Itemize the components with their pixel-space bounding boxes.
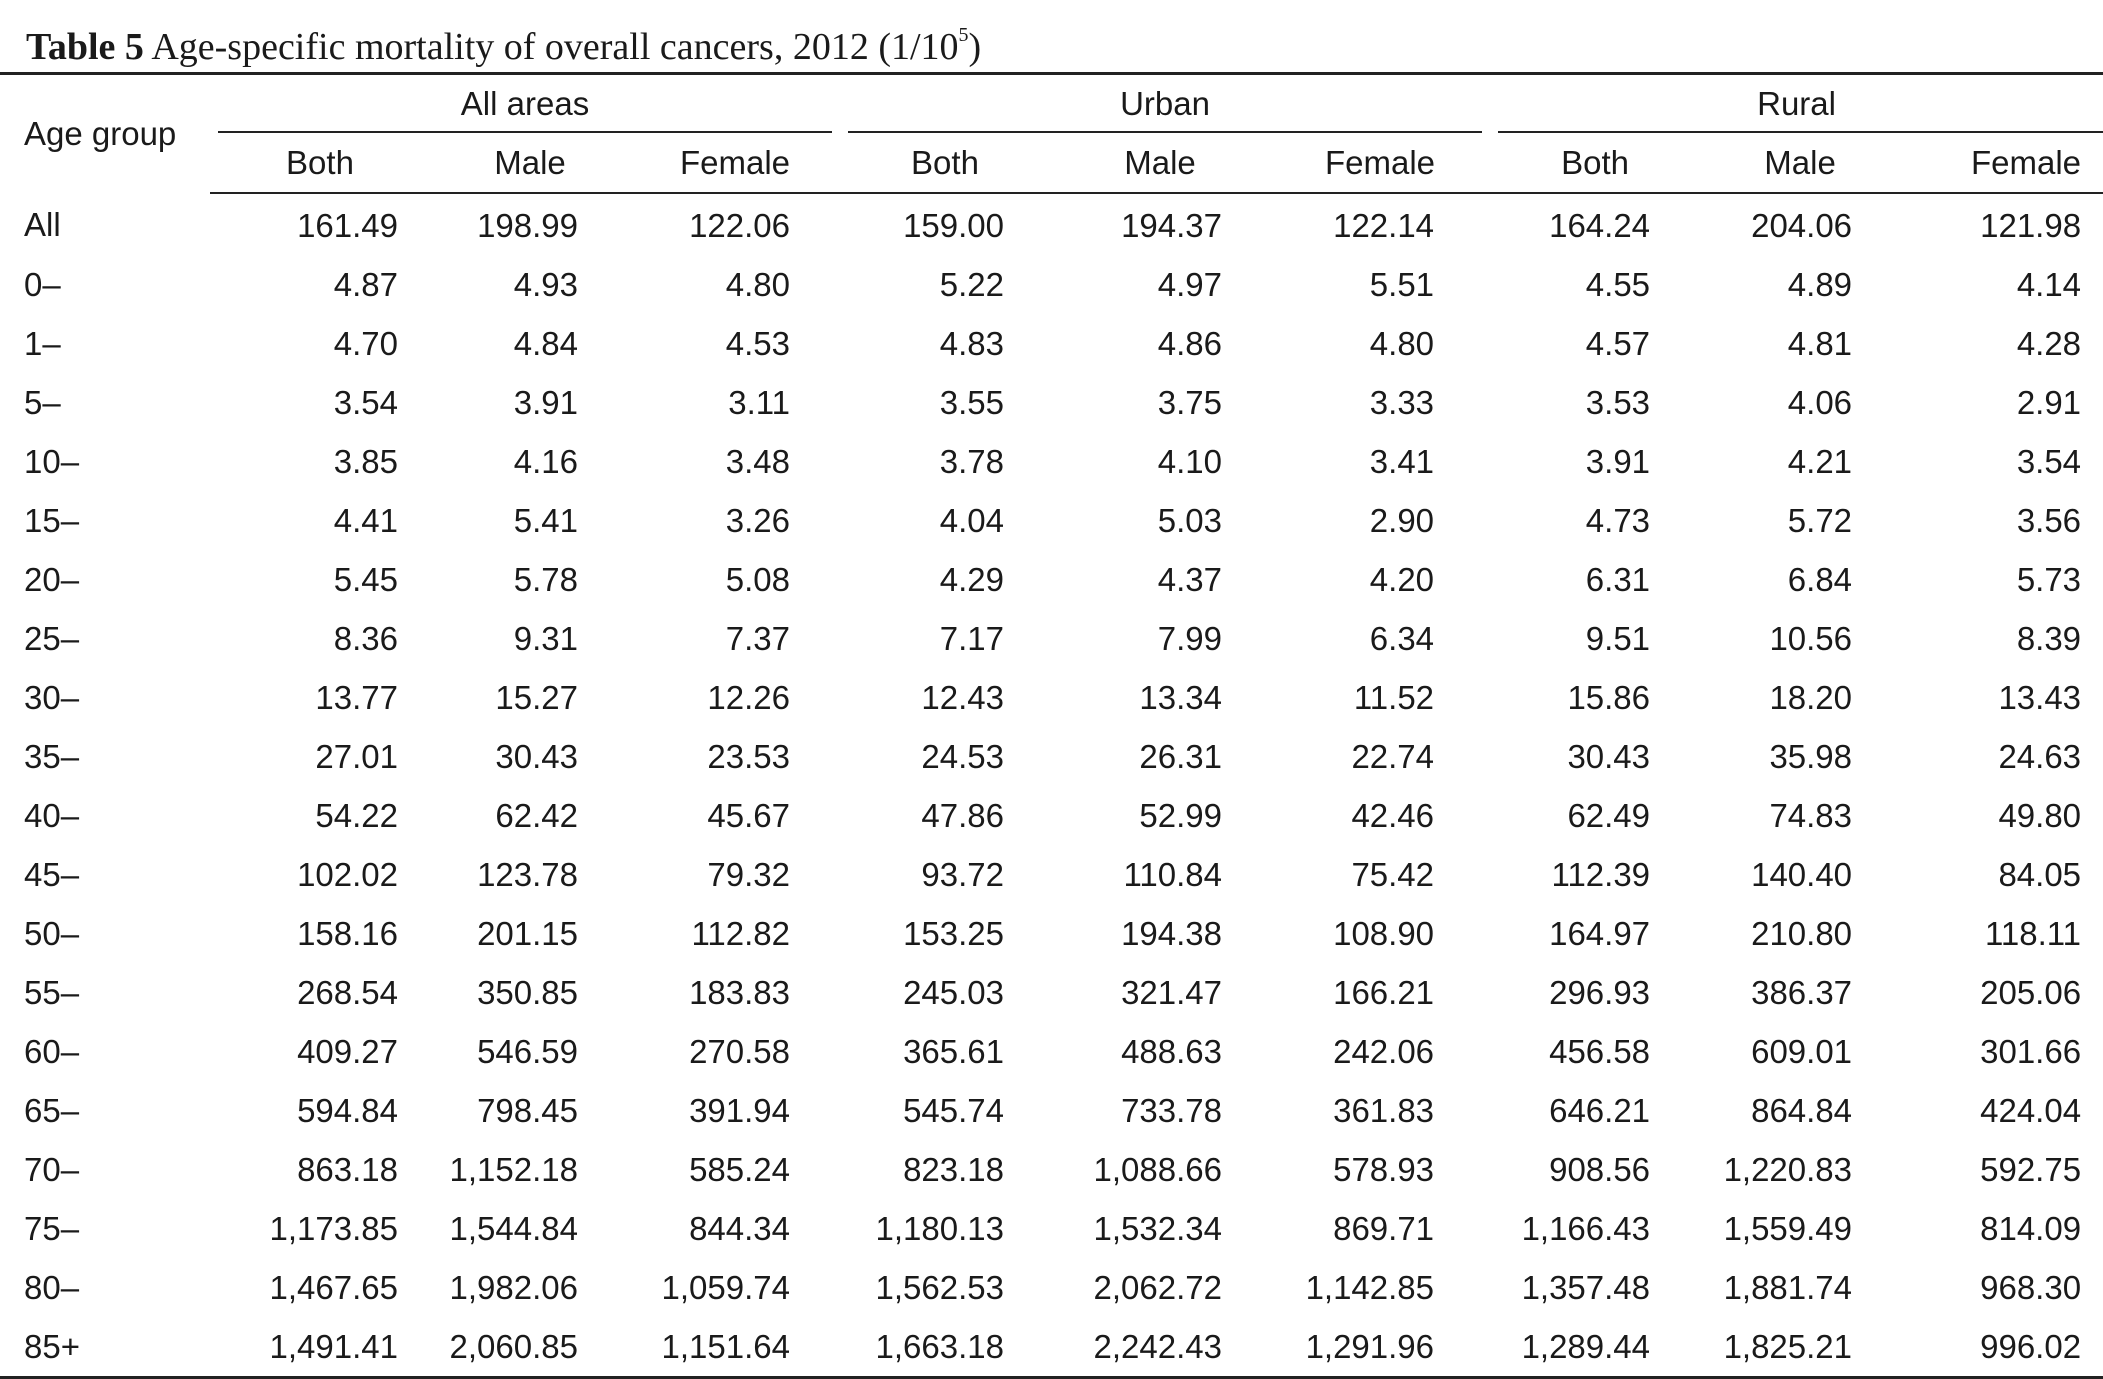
value-cell: 108.90 bbox=[1333, 914, 1435, 952]
value-cell: 585.24 bbox=[689, 1150, 790, 1188]
value-cell: 4.84 bbox=[513, 324, 578, 362]
value-cell: 798.45 bbox=[477, 1091, 578, 1129]
value-cell: 4.14 bbox=[2016, 265, 2082, 303]
value-cell: 210.80 bbox=[1751, 914, 1853, 952]
table-row bbox=[0, 193, 2103, 255]
value-cell: 2.91 bbox=[2016, 383, 2082, 421]
table-row bbox=[0, 1317, 2103, 1378]
value-cell: 5.72 bbox=[1787, 501, 1853, 539]
value-cell: 3.33 bbox=[1369, 383, 1435, 421]
value-cell: 4.97 bbox=[1157, 265, 1222, 303]
group-label: Rural bbox=[1757, 85, 1836, 122]
age-group-cell: 70– bbox=[24, 1150, 80, 1188]
age-group-cell: 5– bbox=[24, 383, 61, 421]
value-cell: 23.53 bbox=[707, 737, 790, 775]
value-cell: 1,059.74 bbox=[661, 1268, 790, 1306]
table-row bbox=[0, 609, 2103, 668]
value-cell: 13.34 bbox=[1139, 678, 1222, 716]
value-cell: 75.42 bbox=[1351, 855, 1435, 893]
subheader-male: Male bbox=[430, 133, 630, 193]
value-cell: 545.74 bbox=[903, 1091, 1004, 1129]
value-cell: 153.25 bbox=[903, 914, 1004, 952]
header-sub-row bbox=[0, 133, 2103, 193]
value-cell: 18.20 bbox=[1769, 678, 1853, 716]
group-rule bbox=[848, 131, 1482, 133]
value-cell: 908.56 bbox=[1549, 1150, 1651, 1188]
value-cell: 3.91 bbox=[1585, 442, 1651, 480]
value-cell: 386.37 bbox=[1751, 973, 1853, 1011]
value-cell: 205.06 bbox=[1980, 973, 2082, 1011]
value-cell: 12.26 bbox=[707, 678, 790, 716]
value-cell: 3.41 bbox=[1369, 442, 1435, 480]
value-cell: 4.20 bbox=[1369, 560, 1435, 598]
value-cell: 1,180.13 bbox=[875, 1209, 1004, 1247]
age-group-header: Age group bbox=[24, 115, 177, 152]
value-cell: 183.83 bbox=[689, 973, 790, 1011]
table-row bbox=[0, 432, 2103, 491]
table-row bbox=[0, 786, 2103, 845]
value-cell: 6.34 bbox=[1369, 619, 1435, 657]
value-cell: 4.93 bbox=[513, 265, 578, 303]
value-cell: 4.04 bbox=[939, 501, 1004, 539]
header-group-row bbox=[0, 74, 2103, 134]
table-label: Table 5 bbox=[26, 26, 144, 68]
value-cell: 8.39 bbox=[2016, 619, 2082, 657]
value-cell: 5.03 bbox=[1157, 501, 1222, 539]
value-cell: 5.41 bbox=[513, 501, 578, 539]
value-cell: 646.21 bbox=[1549, 1091, 1651, 1129]
value-cell: 123.78 bbox=[477, 855, 578, 893]
value-cell: 996.02 bbox=[1980, 1327, 2082, 1365]
value-cell: 4.81 bbox=[1787, 324, 1853, 362]
value-cell: 1,825.21 bbox=[1723, 1327, 1853, 1365]
value-cell: 7.99 bbox=[1157, 619, 1222, 657]
value-cell: 5.51 bbox=[1369, 265, 1435, 303]
value-cell: 22.74 bbox=[1351, 737, 1435, 775]
value-cell: 456.58 bbox=[1549, 1032, 1651, 1070]
value-cell: 391.94 bbox=[689, 1091, 790, 1129]
value-cell: 79.32 bbox=[707, 855, 790, 893]
table-row bbox=[0, 963, 2103, 1022]
group-header-urban bbox=[840, 74, 1490, 134]
value-cell: 270.58 bbox=[689, 1032, 790, 1070]
group-label: All areas bbox=[460, 85, 590, 122]
value-cell: 1,291.96 bbox=[1305, 1327, 1435, 1365]
value-cell: 161.49 bbox=[297, 206, 398, 244]
value-cell: 3.54 bbox=[2016, 442, 2082, 480]
age-group-cell: 50– bbox=[24, 914, 80, 952]
value-cell: 164.24 bbox=[1549, 206, 1651, 244]
value-cell: 823.18 bbox=[903, 1150, 1004, 1188]
value-cell: 13.43 bbox=[1998, 678, 2082, 716]
value-cell: 4.80 bbox=[1369, 324, 1435, 362]
value-cell: 592.75 bbox=[1980, 1150, 2082, 1188]
value-cell: 3.78 bbox=[939, 442, 1004, 480]
value-cell: 1,532.34 bbox=[1093, 1209, 1222, 1247]
value-cell: 4.70 bbox=[333, 324, 398, 362]
value-cell: 1,152.18 bbox=[449, 1150, 578, 1188]
value-cell: 24.63 bbox=[1998, 737, 2082, 775]
value-cell: 4.16 bbox=[513, 442, 578, 480]
value-cell: 26.31 bbox=[1139, 737, 1222, 775]
value-cell: 1,881.74 bbox=[1723, 1268, 1853, 1306]
group-header-all-areas bbox=[210, 74, 840, 134]
group-label: Urban bbox=[1120, 85, 1210, 122]
age-group-cell: 10– bbox=[24, 442, 80, 480]
subheader-both: Both bbox=[210, 133, 430, 193]
value-cell: 166.21 bbox=[1333, 973, 1435, 1011]
caption-text: Age-specific mortality of overall cancers, 2012 (1/10 bbox=[151, 26, 959, 68]
value-cell: 1,142.85 bbox=[1305, 1268, 1435, 1306]
table-row bbox=[0, 373, 2103, 432]
value-cell: 4.37 bbox=[1157, 560, 1222, 598]
value-cell: 864.84 bbox=[1751, 1091, 1853, 1129]
value-cell: 1,491.41 bbox=[269, 1327, 398, 1365]
caption-superscript: 5 bbox=[958, 24, 969, 46]
value-cell: 35.98 bbox=[1769, 737, 1853, 775]
value-cell: 8.36 bbox=[333, 619, 398, 657]
age-group-cell: 1– bbox=[24, 324, 61, 362]
subheader-female: Female bbox=[1900, 133, 2103, 193]
caption-close: ) bbox=[968, 26, 982, 68]
value-cell: 47.86 bbox=[921, 796, 1004, 834]
value-cell: 3.85 bbox=[333, 442, 398, 480]
value-cell: 4.21 bbox=[1787, 442, 1853, 480]
value-cell: 6.84 bbox=[1787, 560, 1853, 598]
value-cell: 1,562.53 bbox=[875, 1268, 1004, 1306]
value-cell: 49.80 bbox=[1998, 796, 2082, 834]
value-cell: 245.03 bbox=[903, 973, 1004, 1011]
value-cell: 844.34 bbox=[689, 1209, 790, 1247]
table-row bbox=[0, 1140, 2103, 1199]
value-cell: 242.06 bbox=[1333, 1032, 1435, 1070]
value-cell: 112.82 bbox=[691, 914, 790, 952]
subheader-both: Both bbox=[1490, 133, 1700, 193]
value-cell: 488.63 bbox=[1121, 1032, 1222, 1070]
value-cell: 5.22 bbox=[939, 265, 1004, 303]
value-cell: 2,062.72 bbox=[1093, 1268, 1222, 1306]
value-cell: 4.86 bbox=[1157, 324, 1222, 362]
value-cell: 15.86 bbox=[1567, 678, 1651, 716]
value-cell: 102.02 bbox=[297, 855, 398, 893]
value-cell: 3.91 bbox=[513, 383, 578, 421]
table-row bbox=[0, 491, 2103, 550]
table-row bbox=[0, 1199, 2103, 1258]
value-cell: 4.06 bbox=[1787, 383, 1853, 421]
value-cell: 3.75 bbox=[1157, 383, 1222, 421]
value-cell: 1,088.66 bbox=[1093, 1150, 1222, 1188]
value-cell: 296.93 bbox=[1549, 973, 1651, 1011]
value-cell: 3.56 bbox=[2016, 501, 2082, 539]
value-cell: 7.37 bbox=[725, 619, 790, 657]
value-cell: 9.51 bbox=[1585, 619, 1651, 657]
value-cell: 4.87 bbox=[333, 265, 398, 303]
value-cell: 11.52 bbox=[1353, 678, 1435, 716]
value-cell: 110.84 bbox=[1123, 855, 1222, 893]
value-cell: 1,467.65 bbox=[269, 1268, 398, 1306]
value-cell: 2,060.85 bbox=[449, 1327, 578, 1365]
table-row bbox=[0, 314, 2103, 373]
value-cell: 869.71 bbox=[1333, 1209, 1435, 1247]
age-group-cell: 15– bbox=[24, 501, 80, 539]
value-cell: 733.78 bbox=[1121, 1091, 1222, 1129]
value-cell: 62.42 bbox=[495, 796, 578, 834]
value-cell: 3.54 bbox=[333, 383, 398, 421]
age-group-cell: 40– bbox=[24, 796, 80, 834]
value-cell: 7.17 bbox=[939, 619, 1004, 657]
value-cell: 62.49 bbox=[1567, 796, 1651, 834]
value-cell: 3.48 bbox=[725, 442, 790, 480]
value-cell: 409.27 bbox=[297, 1032, 398, 1070]
table-row bbox=[0, 1258, 2103, 1317]
value-cell: 4.10 bbox=[1157, 442, 1222, 480]
value-cell: 13.77 bbox=[315, 678, 398, 716]
table-row bbox=[0, 1081, 2103, 1140]
value-cell: 578.93 bbox=[1333, 1150, 1435, 1188]
value-cell: 361.83 bbox=[1333, 1091, 1435, 1129]
value-cell: 4.89 bbox=[1787, 265, 1853, 303]
value-cell: 1,663.18 bbox=[875, 1327, 1004, 1365]
value-cell: 321.47 bbox=[1121, 973, 1222, 1011]
value-cell: 9.31 bbox=[513, 619, 578, 657]
value-cell: 2.90 bbox=[1369, 501, 1435, 539]
value-cell: 204.06 bbox=[1751, 206, 1853, 244]
table-caption bbox=[26, 22, 981, 72]
subheader-both: Both bbox=[840, 133, 1050, 193]
age-group-cell: 20– bbox=[24, 560, 80, 598]
value-cell: 1,173.85 bbox=[269, 1209, 398, 1247]
subheader-female: Female bbox=[1270, 133, 1490, 193]
value-cell: 268.54 bbox=[297, 973, 398, 1011]
age-group-cell: 0– bbox=[24, 265, 61, 303]
value-cell: 10.56 bbox=[1769, 619, 1853, 657]
value-cell: 1,151.64 bbox=[661, 1327, 790, 1365]
value-cell: 158.16 bbox=[297, 914, 398, 952]
value-cell: 1,544.84 bbox=[449, 1209, 578, 1247]
group-header-rural bbox=[1490, 74, 2103, 134]
value-cell: 121.98 bbox=[1980, 206, 2082, 244]
value-cell: 4.83 bbox=[939, 324, 1004, 362]
value-cell: 4.55 bbox=[1585, 265, 1651, 303]
value-cell: 1,220.83 bbox=[1723, 1150, 1853, 1188]
table-row bbox=[0, 550, 2103, 609]
value-cell: 45.67 bbox=[707, 796, 790, 834]
value-cell: 3.55 bbox=[939, 383, 1004, 421]
value-cell: 1,289.44 bbox=[1521, 1327, 1651, 1365]
value-cell: 546.59 bbox=[477, 1032, 578, 1070]
value-cell: 93.72 bbox=[921, 855, 1004, 893]
value-cell: 365.61 bbox=[903, 1032, 1004, 1070]
value-cell: 5.73 bbox=[2016, 560, 2082, 598]
age-group-cell: 30– bbox=[24, 678, 80, 716]
value-cell: 4.29 bbox=[939, 560, 1004, 598]
value-cell: 968.30 bbox=[1980, 1268, 2082, 1306]
value-cell: 122.06 bbox=[689, 206, 790, 244]
subheader-male: Male bbox=[1050, 133, 1270, 193]
age-group-cell: 25– bbox=[24, 619, 80, 657]
value-cell: 4.41 bbox=[333, 501, 398, 539]
value-cell: 12.43 bbox=[921, 678, 1004, 716]
value-cell: 1,166.43 bbox=[1521, 1209, 1651, 1247]
value-cell: 5.78 bbox=[513, 560, 578, 598]
value-cell: 4.28 bbox=[2016, 324, 2082, 362]
value-cell: 4.53 bbox=[725, 324, 790, 362]
value-cell: 27.01 bbox=[315, 737, 398, 775]
value-cell: 6.31 bbox=[1585, 560, 1651, 598]
value-cell: 3.11 bbox=[728, 383, 790, 421]
value-cell: 194.38 bbox=[1121, 914, 1222, 952]
age-group-cell: 55– bbox=[24, 973, 80, 1011]
value-cell: 4.73 bbox=[1585, 501, 1651, 539]
value-cell: 2,242.43 bbox=[1093, 1327, 1222, 1365]
table-row bbox=[0, 255, 2103, 314]
table-row bbox=[0, 904, 2103, 963]
age-group-cell: 65– bbox=[24, 1091, 80, 1129]
table-row bbox=[0, 1022, 2103, 1081]
value-cell: 4.80 bbox=[725, 265, 790, 303]
value-cell: 118.11 bbox=[1985, 914, 2082, 952]
table-body bbox=[0, 193, 2103, 1378]
subheader-female: Female bbox=[630, 133, 840, 193]
value-cell: 4.57 bbox=[1585, 324, 1651, 362]
value-cell: 122.14 bbox=[1333, 206, 1435, 244]
value-cell: 594.84 bbox=[297, 1091, 398, 1129]
value-cell: 52.99 bbox=[1139, 796, 1222, 834]
mortality-table bbox=[0, 72, 2103, 1379]
age-group-cell: 75– bbox=[24, 1209, 80, 1247]
table-row bbox=[0, 845, 2103, 904]
age-group-cell: 80– bbox=[24, 1268, 80, 1306]
age-group-cell: 35– bbox=[24, 737, 80, 775]
value-cell: 112.39 bbox=[1551, 855, 1651, 893]
value-cell: 54.22 bbox=[315, 796, 398, 834]
group-rule bbox=[218, 131, 832, 133]
value-cell: 609.01 bbox=[1751, 1032, 1853, 1070]
age-group-cell: 45– bbox=[24, 855, 80, 893]
value-cell: 1,982.06 bbox=[449, 1268, 578, 1306]
table-row bbox=[0, 668, 2103, 727]
value-cell: 15.27 bbox=[495, 678, 578, 716]
value-cell: 74.83 bbox=[1769, 796, 1853, 834]
value-cell: 24.53 bbox=[921, 737, 1004, 775]
value-cell: 3.53 bbox=[1585, 383, 1651, 421]
value-cell: 164.97 bbox=[1549, 914, 1651, 952]
value-cell: 1,357.48 bbox=[1521, 1268, 1651, 1306]
value-cell: 350.85 bbox=[477, 973, 578, 1011]
value-cell: 814.09 bbox=[1980, 1209, 2082, 1247]
table-row bbox=[0, 727, 2103, 786]
value-cell: 5.45 bbox=[333, 560, 398, 598]
value-cell: 84.05 bbox=[1998, 855, 2082, 893]
value-cell: 424.04 bbox=[1980, 1091, 2082, 1129]
value-cell: 1,559.49 bbox=[1723, 1209, 1853, 1247]
value-cell: 42.46 bbox=[1351, 796, 1435, 834]
value-cell: 30.43 bbox=[1567, 737, 1651, 775]
value-cell: 30.43 bbox=[495, 737, 578, 775]
age-group-cell: 85+ bbox=[24, 1327, 80, 1365]
age-group-cell: 60– bbox=[24, 1032, 80, 1070]
value-cell: 863.18 bbox=[297, 1150, 398, 1188]
group-rule bbox=[1498, 131, 2103, 133]
value-cell: 5.08 bbox=[725, 560, 790, 598]
subheader-male: Male bbox=[1700, 133, 1900, 193]
value-cell: 159.00 bbox=[903, 206, 1004, 244]
value-cell: 3.26 bbox=[725, 501, 790, 539]
value-cell: 198.99 bbox=[477, 206, 578, 244]
value-cell: 194.37 bbox=[1121, 206, 1222, 244]
age-group-cell: All bbox=[24, 206, 61, 243]
value-cell: 140.40 bbox=[1751, 855, 1853, 893]
value-cell: 201.15 bbox=[477, 914, 578, 952]
value-cell: 301.66 bbox=[1980, 1032, 2082, 1070]
